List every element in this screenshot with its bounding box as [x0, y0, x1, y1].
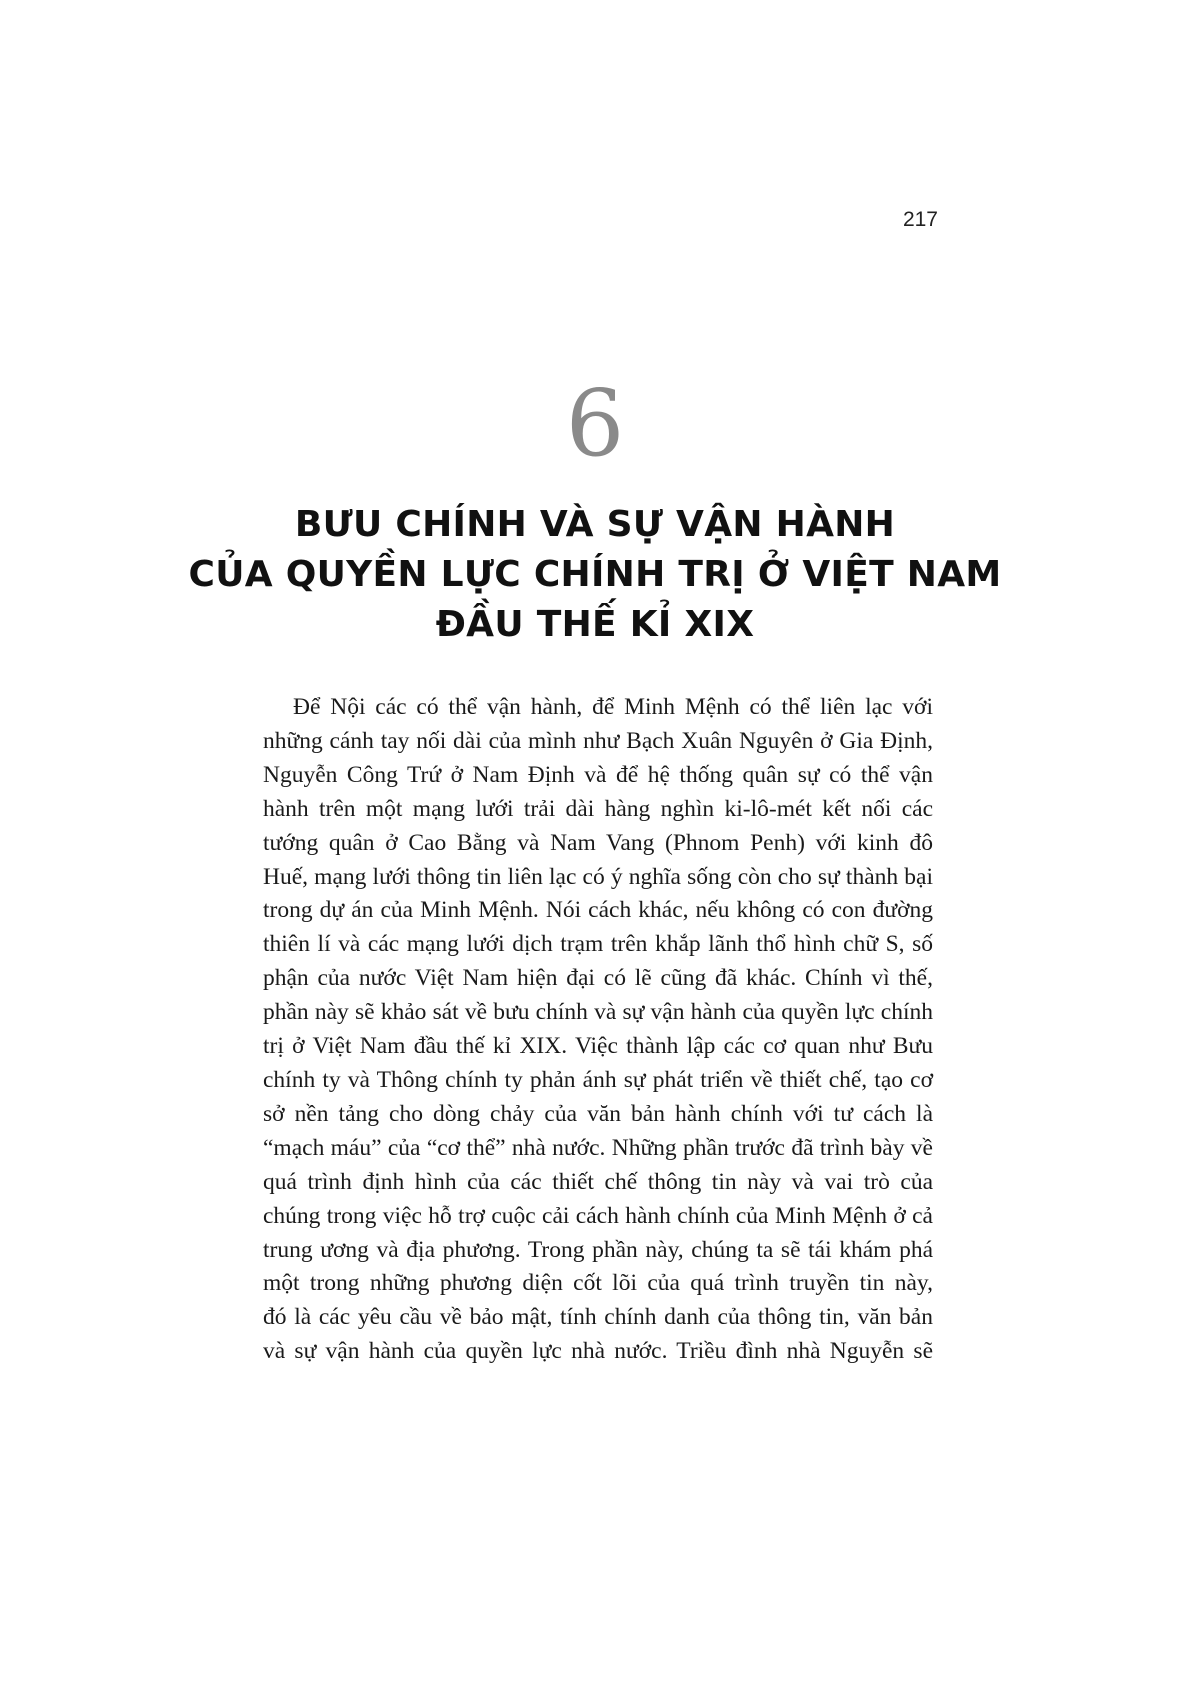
body-line: trong dự án của Minh Mệnh. Nói cách khác, nếu không có con đường [263, 897, 933, 924]
body-paragraph [263, 691, 933, 1369]
chapter-number: 6 [565, 370, 625, 477]
body-line: và sự vận hành của quyền lực nhà nước. Triều đình nhà Nguyễn sẽ [263, 1338, 933, 1365]
chapter-title-line: BƯU CHÍNH VÀ SỰ VẬN HÀNH [294, 504, 896, 545]
body-line: “mạch máu” của “cơ thể” nhà nước. Những phần trước đã trình bày về [263, 1134, 933, 1161]
chapter-title [0, 500, 1190, 650]
body-line: trung ương và địa phương. Trong phần này, chúng ta sẽ tái khám phá [263, 1236, 933, 1263]
body-line: tướng quân ở Cao Bằng và Nam Vang (Phnom Penh) với kinh đô [263, 829, 933, 856]
chapter-title-line: ĐẦU THẾ KỈ XIX [435, 604, 755, 645]
body-line: phận của nước Việt Nam hiện đại có lẽ cũng đã khác. Chính vì thế, [263, 965, 933, 992]
chapter-title-line: CỦA QUYỀN LỰC CHÍNH TRỊ Ở VIỆT NAM [188, 554, 1002, 595]
body-line: phần này sẽ khảo sát về bưu chính và sự vận hành của quyền lực chính [263, 999, 933, 1026]
body-line: thiên lí và các mạng lưới dịch trạm trên khắp lãnh thổ hình chữ S, số [263, 931, 933, 958]
page-number: 217 [902, 208, 938, 231]
body-line: sở nền tảng cho dòng chảy của văn bản hành chính với tư cách là [263, 1100, 933, 1127]
body-line: trị ở Việt Nam đầu thế kỉ XIX. Việc thành lập các cơ quan như Bưu [263, 1033, 933, 1060]
body-line: đó là các yêu cầu về bảo mật, tính chính danh của thông tin, văn bản [263, 1304, 933, 1331]
body-line: quá trình định hình của các thiết chế thông tin này và vai trò của [263, 1168, 933, 1195]
body-line: Để Nội các có thể vận hành, để Minh Mệnh có thể liên lạc với [293, 694, 933, 720]
body-line: những cánh tay nối dài của mình như Bạch Xuân Nguyên ở Gia Định, [263, 727, 933, 754]
body-line: chúng trong việc hỗ trợ cuộc cải cách hành chính của Minh Mệnh ở cả [263, 1202, 933, 1229]
body-line: Nguyễn Công Trứ ở Nam Định và để hệ thống quân sự có thể vận [263, 761, 933, 788]
body-line: chính ty và Thông chính ty phản ánh sự phát triển về thiết chế, tạo cơ [263, 1066, 933, 1093]
body-line: hành trên một mạng lưới trải dài hàng nghìn ki-lô-mét kết nối các [263, 795, 933, 822]
body-line: một trong những phương diện cốt lõi của quá trình truyền tin này, [263, 1270, 933, 1297]
body-line: Huế, mạng lưới thông tin liên lạc có ý nghĩa sống còn cho sự thành bại [263, 863, 933, 890]
